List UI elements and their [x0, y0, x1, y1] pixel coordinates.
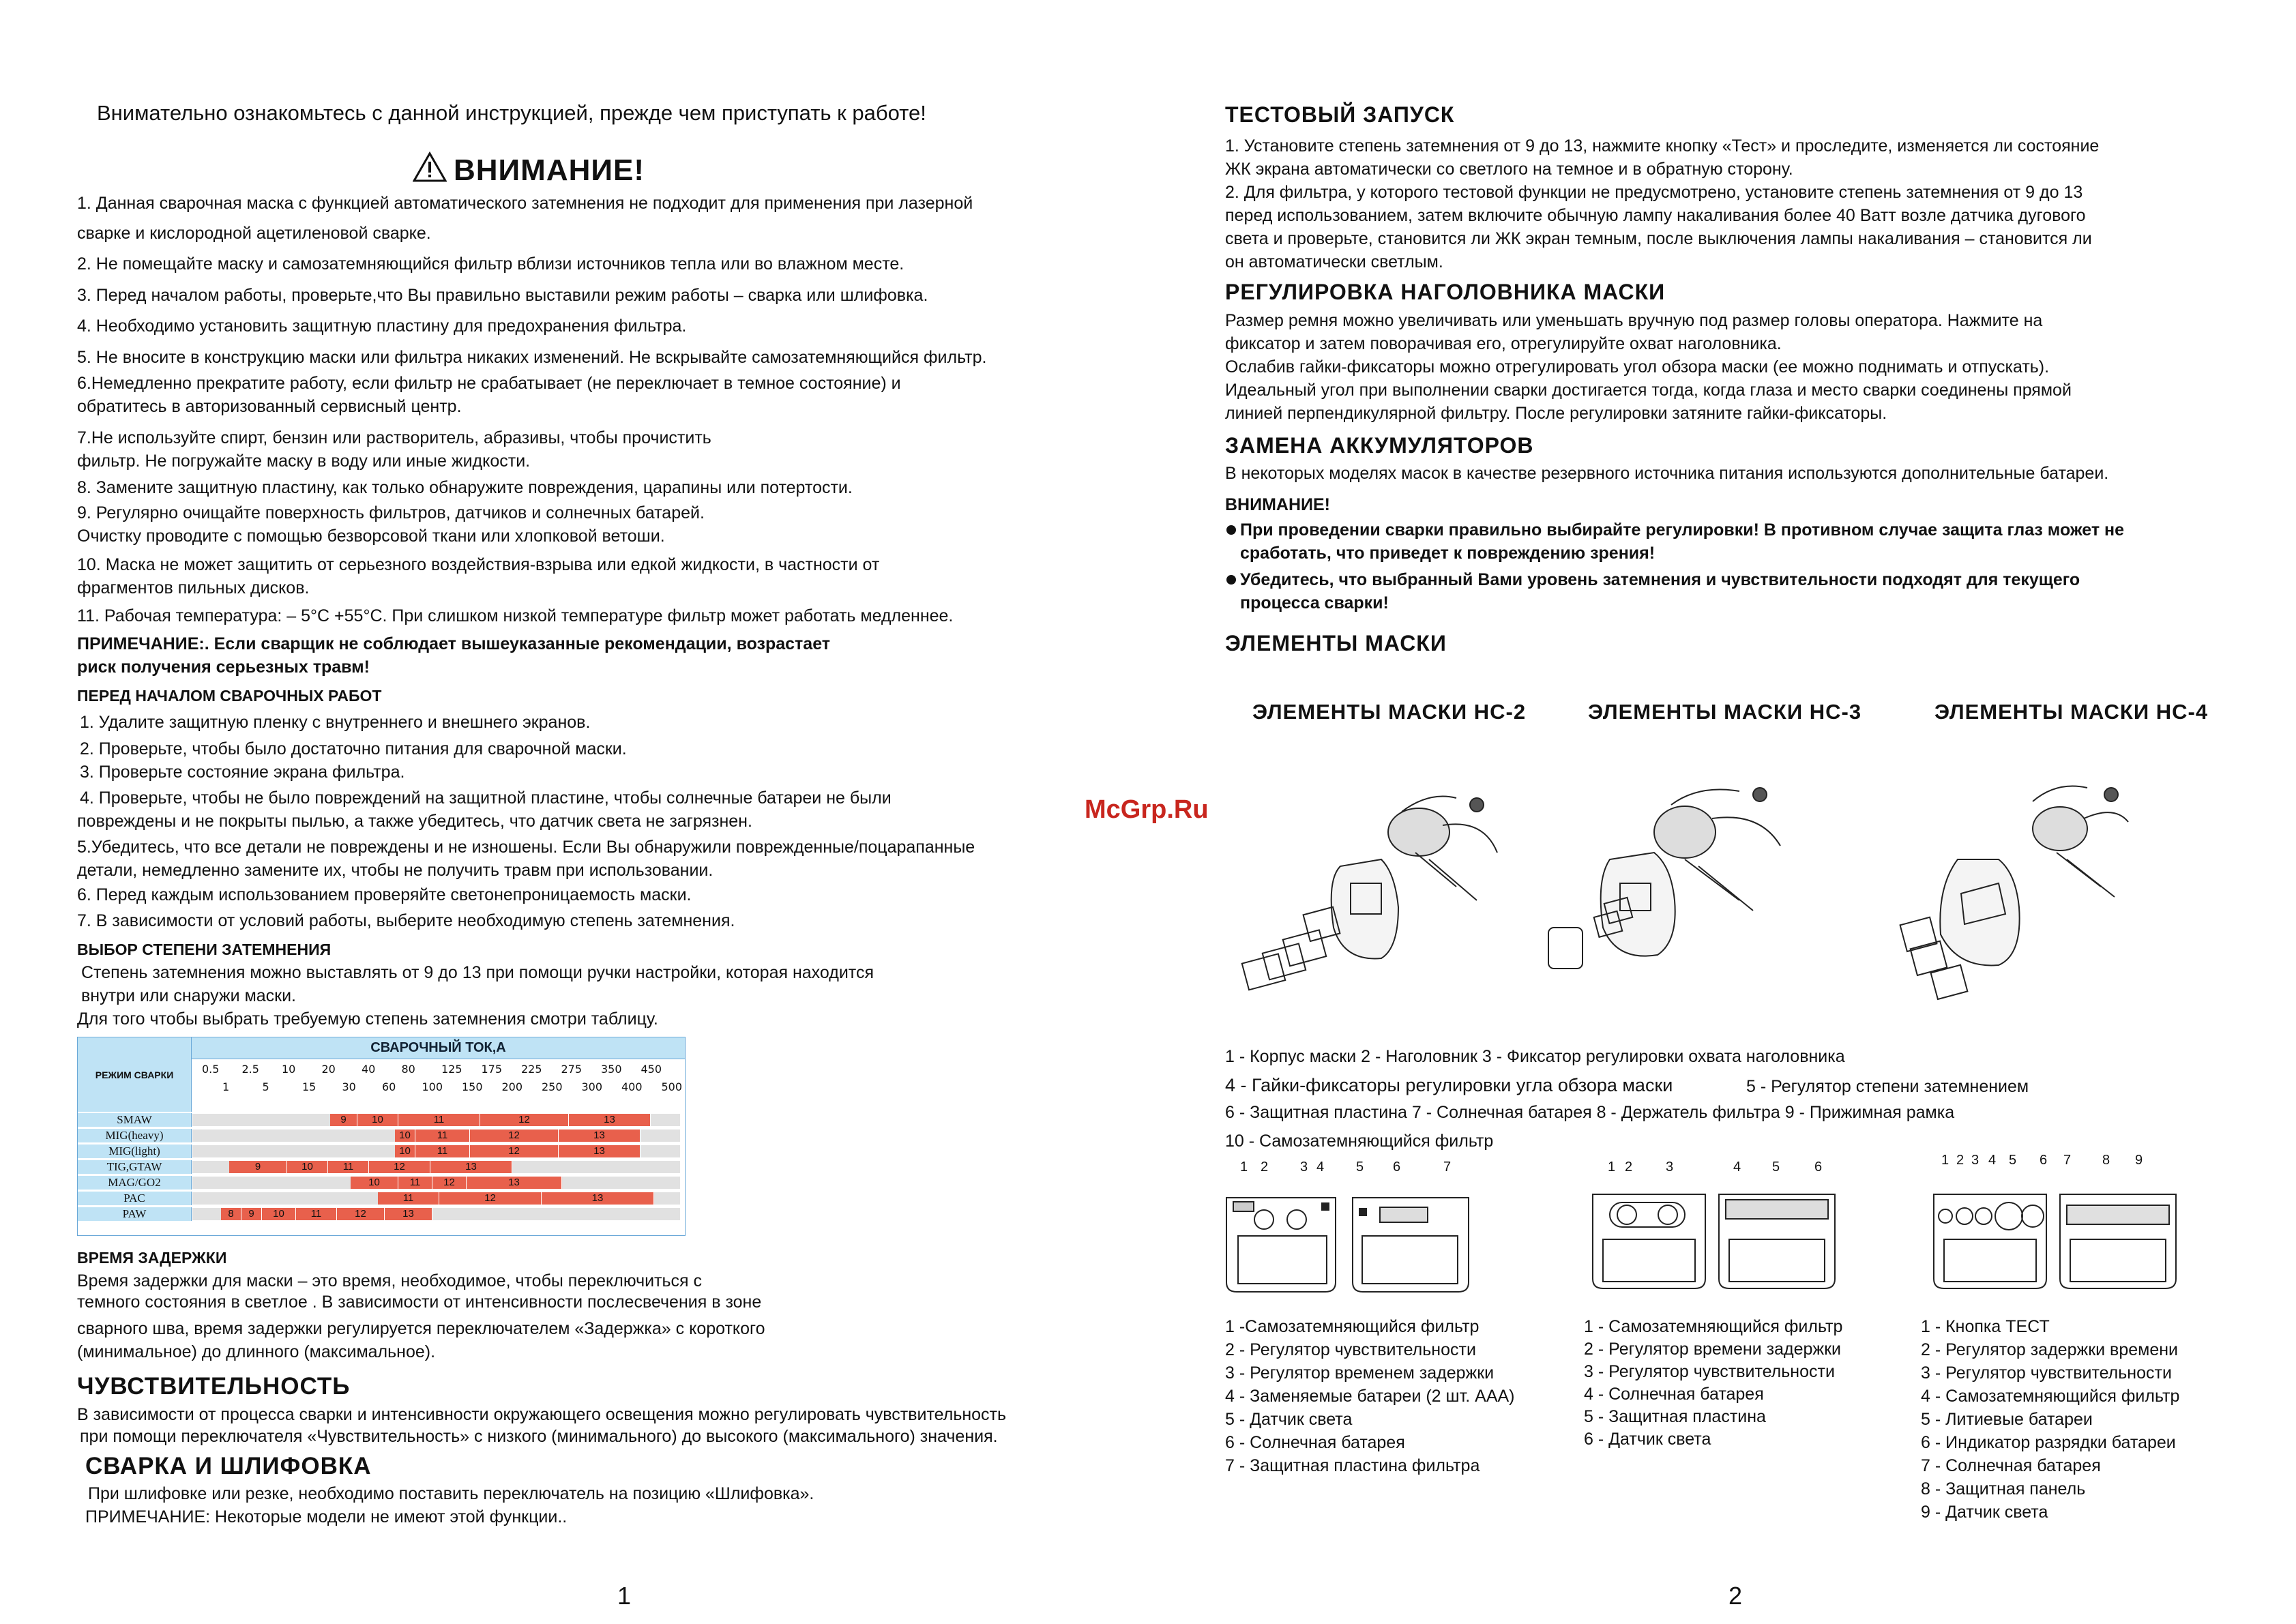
parts-list-item: 4 - Заменяемые батареи (2 шт. ААА)	[1225, 1387, 1515, 1406]
tick-label: 125	[441, 1063, 462, 1076]
part-number: 4	[1988, 1153, 1997, 1168]
before-line: 1. Удалите защитную пленку с внутреннего и внешнего экранов.	[80, 713, 591, 732]
shade-cell: 10	[351, 1177, 398, 1189]
test-line: он автоматически светлым.	[1225, 252, 1443, 271]
headgear-line: Идеальный угол при выполнении сварки достигается тогда, когда глаза и место сварки соединены прямой	[1225, 381, 2072, 400]
table-row	[78, 1129, 685, 1142]
parts-list-item: 3 - Регулятор чувствительности	[1921, 1363, 2172, 1383]
parts-list-item: 7 - Защитная пластина фильтра	[1225, 1456, 1480, 1475]
shade-cell: 12	[439, 1192, 542, 1205]
shade-line: Для того чтобы выбрать требуемую степень затемнения смотри таблицу.	[77, 1009, 658, 1029]
parts-list-item: 1 - Кнопка ТЕСТ	[1921, 1317, 2050, 1336]
shade-cell: 13	[467, 1177, 562, 1189]
model-hc2-title: ЭЛЕМЕНТЫ МАСКИ HC-2	[1252, 700, 1527, 724]
grinding-line: ПРИМЕЧАНИЕ: Некоторые модели не имеют этой функции..	[85, 1507, 568, 1526]
tick-label: 2.5	[241, 1063, 259, 1076]
part-number: 5	[2009, 1153, 2017, 1168]
watermark: McGrp.Ru	[1085, 795, 1209, 824]
sensitivity-line: В зависимости от процесса сварки и интенсивности окружающего освещения можно регулировать чувствительность	[77, 1405, 1007, 1424]
tick-label: 5	[262, 1080, 269, 1093]
part-number: 2	[1956, 1153, 1964, 1168]
part-number: 5	[1356, 1160, 1364, 1175]
warning-line: 1. Данная сварочная маска с функцией автоматического затемнения не подходит для применения при лазерной	[77, 194, 973, 213]
table-mode-header: РЕЖИМ СВАРКИ	[78, 1037, 192, 1112]
parts-list-item: 6 - Индикатор разрядки батареи	[1921, 1433, 2176, 1452]
shade-title: ВЫБОР СТЕПЕНИ ЗАТЕМНЕНИЯ	[77, 941, 332, 958]
warning-line: 5. Не вносите в конструкцию маски или фильтра никаких изменений. Не вскрывайте самозатемняющийся фильтр.	[77, 348, 987, 367]
part-number: 3	[1300, 1160, 1308, 1175]
table-row	[78, 1145, 685, 1158]
parts-list-item: 6 - Солнечная батарея	[1225, 1433, 1405, 1452]
hc3-filter-diagram	[1589, 1190, 1838, 1296]
test-line: света и проверьте, становится ли ЖК экран темным, после выключения лампы накаливания – становится ли	[1225, 229, 2092, 248]
tick-label: 1	[222, 1080, 230, 1093]
shade-cell: 9	[229, 1161, 287, 1173]
attention-line: сработать, что приведет к повреждению зрения!	[1240, 544, 1655, 563]
part-number: 6	[1393, 1160, 1401, 1175]
table-row	[78, 1192, 685, 1205]
sensitivity-line: при помощи переключателя «Чувствительность» с низкого (минимального) до высокого (максимального) значения.	[80, 1427, 998, 1446]
before-line: повреждены и не покрыты пылью, а также убедитесь, что датчик света не загрязнен.	[77, 812, 752, 831]
parts-list-item: 1 - Самозатемняющийся фильтр	[1584, 1317, 1843, 1336]
parts-list-item: 3 - Регулятор временем задержки	[1225, 1363, 1495, 1383]
test-line: ЖК экрана автоматически со светлого на темное и в обратную сторону.	[1225, 160, 1793, 179]
headgear-title: РЕГУЛИРОВКА НАГОЛОВНИКА МАСКИ	[1225, 280, 1666, 304]
before-line: 6. Перед каждым использованием проверяйте светонепроницаемость маски.	[77, 885, 692, 904]
test-line: 2. Для фильтра, у которого тестовой функции не предусмотрено, установите степень затемнения от 9 до 13	[1225, 183, 2083, 202]
tick-label: 500	[661, 1080, 683, 1093]
headgear-line: фиксатор и затем поворачивая его, отрегулируйте охват наголовника.	[1225, 334, 1782, 353]
shade-cell: 13	[559, 1130, 641, 1142]
tick-label: 450	[641, 1063, 662, 1076]
parts-list-item: 5 - Защитная пластина	[1584, 1407, 1766, 1426]
parts-list-item: 5 - Литиевые батареи	[1921, 1410, 2093, 1429]
row-mode-label: PAW	[78, 1207, 192, 1221]
delay-line: Время задержки для маски – это время, необходимое, чтобы переключиться с	[77, 1271, 703, 1290]
attention-line: При проведении сварки правильно выбирайте регулировки! В противном случае защита глаз может не	[1240, 520, 2125, 540]
warning-line: 9. Регулярно очищайте поверхность фильтров, датчиков и солнечных батарей.	[77, 503, 705, 522]
tick-label: 10	[282, 1063, 296, 1076]
parts-list-item: 2 - Регулятор времени задержки	[1584, 1340, 1842, 1359]
shade-cell: 11	[415, 1145, 470, 1157]
attention-line: Убедитесь, что выбранный Вами уровень затемнения и чувствительности подходят для текущего	[1240, 570, 2080, 589]
before-line: 4. Проверьте, чтобы не было повреждений на защитной пластине, чтобы солнечные батареи не были	[80, 788, 892, 808]
tick-label: 225	[521, 1063, 542, 1076]
part-number: 4	[1733, 1160, 1741, 1175]
shade-cell: 10	[357, 1114, 398, 1126]
warning-line: 7.Не используйте спирт, бензин или растворитель, абразивы, чтобы прочистить	[77, 428, 711, 447]
shade-cell: 13	[559, 1145, 641, 1157]
legend-line: 10 - Самозатемняющийся фильтр	[1225, 1132, 1494, 1151]
tick-label: 150	[462, 1080, 483, 1093]
warning-line: 3. Перед началом работы, проверьте,что Вы правильно выставили режим работы – сварка или шлифовка.	[77, 286, 928, 305]
note-line: ПРИМЕЧАНИЕ:. Если сварщик не соблюдает вышеуказанные рекомендации, возрастает	[77, 634, 831, 653]
part-number: 2	[1625, 1160, 1633, 1175]
page-number: 2	[1728, 1582, 1743, 1610]
warning-line: 11. Рабочая температура: – 5°C +55°C. При слишком низкой температуре фильтр может работать медленнее.	[77, 606, 954, 625]
part-number: 5	[1772, 1160, 1780, 1175]
shade-cell: 13	[542, 1192, 654, 1205]
table-row	[78, 1207, 685, 1221]
shade-cell: 12	[369, 1161, 430, 1173]
warning-line: 4. Необходимо установить защитную пластину для предохранения фильтра.	[77, 316, 687, 336]
legend-line: 6 - Защитная пластина 7 - Солнечная батарея 8 - Держатель фильтра 9 - Прижимная рамка	[1225, 1103, 1955, 1122]
part-number: 3	[1971, 1153, 1979, 1168]
warning-line: 8. Замените защитную пластину, как только обнаружите повреждения, царапины или потертости.	[77, 478, 853, 497]
warning-line: фильтр. Не погружайте маску в воду или иные жидкости.	[77, 452, 531, 471]
page-number: 1	[617, 1582, 632, 1610]
part-number: 6	[2040, 1153, 2048, 1168]
table-row	[78, 1176, 685, 1190]
shade-cell: 12	[337, 1208, 385, 1220]
tick-label: 400	[621, 1080, 643, 1093]
warning-title: ВНИМАНИЕ!	[454, 153, 645, 187]
shade-cell: 10	[262, 1208, 296, 1220]
tick-label: 200	[501, 1080, 523, 1093]
test-title: ТЕСТОВЫЙ ЗАПУСК	[1225, 102, 1455, 127]
before-line: 7. В зависимости от условий работы, выберите необходимую степень затемнения.	[77, 911, 735, 930]
bullet-icon	[1226, 525, 1236, 535]
headgear-line: Ослабив гайки-фиксаторы можно отрегулировать угол обзора маски (ее можно поднимать и отпускать).	[1225, 357, 2050, 377]
hc2-filter-diagram	[1223, 1194, 1472, 1299]
delay-title: ВРЕМЯ ЗАДЕРЖКИ	[77, 1249, 227, 1267]
before-line: 5.Убедитесь, что все детали не повреждены и не изношены. Если Вы обнаружили поврежденные/поцарапанные	[77, 838, 975, 857]
shade-cell: 12	[470, 1145, 559, 1157]
tick-label: 0.5	[202, 1063, 220, 1076]
tick-label: 300	[581, 1080, 603, 1093]
note-line: риск получения серьезных травм!	[77, 658, 370, 677]
row-mode-label: MIG(light)	[78, 1145, 192, 1158]
part-number: 1	[1941, 1153, 1949, 1168]
part-number: 4	[1316, 1160, 1325, 1175]
grinding-title: СВАРКА И ШЛИФОВКА	[85, 1453, 372, 1479]
tick-label: 20	[321, 1063, 336, 1076]
row-mode-label: PAC	[78, 1192, 192, 1205]
shade-cell: 11	[296, 1208, 337, 1220]
tick-label: 30	[342, 1080, 356, 1093]
legend-line: 5 - Регулятор степени затемнением	[1746, 1077, 2029, 1096]
tick-label: 275	[561, 1063, 583, 1076]
tick-label: 80	[401, 1063, 415, 1076]
shade-cell: 13	[430, 1161, 512, 1173]
model-hc4-title: ЭЛЕМЕНТЫ МАСКИ HC-4	[1934, 700, 2209, 724]
warning-line: Очистку проводите с помощью безворсовой ткани или хлопковой ветоши.	[77, 527, 665, 546]
tick-label: 175	[481, 1063, 503, 1076]
shade-cell: 13	[569, 1114, 651, 1126]
shade-cell: 10	[395, 1130, 415, 1142]
delay-line: сварного шва, время задержки регулируется переключателем «Задержка» с короткого	[77, 1319, 765, 1338]
warning-line: фрагментов пильных дисков.	[77, 578, 310, 597]
parts-list-item: 6 - Датчик света	[1584, 1430, 1711, 1449]
warning-triangle-icon	[413, 151, 447, 186]
part-number: 9	[2135, 1153, 2143, 1168]
shade-cell: 12	[470, 1130, 559, 1142]
grinding-line: При шлифовке или резке, необходимо поставить переключатель на позицию «Шлифовка».	[88, 1484, 814, 1503]
table-row	[78, 1113, 685, 1127]
row-mode-label: TIG,GTAW	[78, 1160, 192, 1174]
shade-cell: 10	[395, 1145, 415, 1157]
battery-line: В некоторых моделях масок в качестве резервного источника питания используются дополнительные батареи.	[1225, 464, 2109, 483]
warning-line: обратитесь в авторизованный сервисный центр.	[77, 397, 462, 416]
battery-title: ЗАМЕНА АККУМУЛЯТОРОВ	[1225, 433, 1534, 458]
intro-text: Внимательно ознакомьтесь с данной инструкцией, прежде чем приступать к работе!	[97, 101, 926, 125]
row-mode-label: SMAW	[78, 1113, 192, 1127]
part-number: 1	[1240, 1160, 1248, 1175]
parts-list-item: 8 - Защитная панель	[1921, 1479, 2086, 1498]
shade-cell: 9	[241, 1208, 262, 1220]
shade-line: Степень затемнения можно выставлять от 9 до 13 при помощи ручки настройки, которая находится	[81, 963, 874, 982]
shade-cell: 10	[287, 1161, 328, 1173]
table-current-header: СВАРОЧНЫЙ ТОК,А	[192, 1037, 685, 1059]
tick-label: 250	[542, 1080, 563, 1093]
delay-line: темного состояния в светлое . В зависимости от интенсивности послесвечения в зоне	[77, 1293, 762, 1312]
shade-cell: 11	[328, 1161, 369, 1173]
shade-cell: 12	[432, 1177, 467, 1189]
parts-list-item: 4 - Самозатемняющийся фильтр	[1921, 1387, 2180, 1406]
model-hc3-title: ЭЛЕМЕНТЫ МАСКИ HC-3	[1588, 700, 1862, 724]
warning-line: 6.Немедленно прекратите работу, если фильтр не срабатывает (не переключает в темное состояние) и	[77, 374, 901, 393]
part-number: 2	[1261, 1160, 1269, 1175]
parts-list-item: 2 - Регулятор чувствительности	[1225, 1340, 1476, 1359]
hc4-exploded-diagram	[1883, 764, 2169, 1033]
shade-cell: 13	[385, 1208, 432, 1220]
shade-line: внутри или снаружи маски.	[81, 986, 297, 1005]
shade-table	[77, 1037, 686, 1236]
tick-label: 60	[382, 1080, 396, 1093]
before-title: ПЕРЕД НАЧАЛОМ СВАРОЧНЫХ РАБОТ	[77, 687, 382, 705]
legend-line: 4 - Гайки-фиксаторы регулировки угла обзора маски	[1225, 1075, 1673, 1095]
hc4-filter-diagram	[1930, 1190, 2179, 1296]
attention-title: ВНИМАНИЕ!	[1225, 495, 1330, 514]
warning-line: 10. Маска не может защитить от серьезного воздействия-взрыва или едкой жидкости, в частности от	[77, 555, 880, 574]
part-number: 6	[1814, 1160, 1823, 1175]
warning-line: 2. Не помещайте маску и самозатемняющийся фильтр вблизи источников тепла или во влажном месте.	[77, 254, 904, 274]
shade-cell: 8	[221, 1208, 241, 1220]
hc3-exploded-diagram	[1535, 764, 1849, 1027]
hc2-exploded-diagram	[1224, 778, 1538, 1027]
part-number: 8	[2102, 1153, 2110, 1168]
test-line: перед использованием, затем включите обычную лампу накаливания более 40 Ватт возле датчика дугового	[1225, 206, 2086, 225]
parts-list-item: 9 - Датчик света	[1921, 1503, 2048, 1522]
warning-line: сварке и кислородной ацетиленовой сварке.	[77, 224, 431, 243]
legend-line: 1 - Корпус маски 2 - Наголовник 3 - Фиксатор регулировки охвата наголовника	[1225, 1047, 1845, 1066]
bullet-icon	[1226, 575, 1236, 585]
delay-line: (минимальное) до длинного (максимальное).	[77, 1342, 436, 1361]
row-mode-label: MAG/GO2	[78, 1176, 192, 1190]
shade-cell: 9	[330, 1114, 357, 1126]
parts-list-item: 2 - Регулятор задержки времени	[1921, 1340, 2179, 1359]
part-number: 3	[1666, 1160, 1674, 1175]
elements-title: ЭЛЕМЕНТЫ МАСКИ	[1225, 631, 1447, 655]
parts-list-item: 4 - Солнечная батарея	[1584, 1385, 1764, 1404]
part-number: 7	[1443, 1160, 1452, 1175]
shade-cell: 11	[378, 1192, 439, 1205]
headgear-line: линией перпендикулярной фильтру. После регулировки затяните гайки-фиксаторы.	[1225, 404, 1887, 423]
attention-line: процесса сварки!	[1240, 593, 1389, 612]
parts-list-item: 1 -Самозатемняющийся фильтр	[1225, 1317, 1480, 1336]
headgear-line: Размер ремня можно увеличивать или уменьшать вручную под размер головы оператора. Нажмите на	[1225, 311, 2043, 330]
parts-list-item: 7 - Солнечная батарея	[1921, 1456, 2101, 1475]
tick-label: 40	[362, 1063, 376, 1076]
before-line: 3. Проверьте состояние экрана фильтра.	[80, 763, 405, 782]
parts-list-item: 5 - Датчик света	[1225, 1410, 1353, 1429]
tick-label: 350	[601, 1063, 622, 1076]
before-line: 2. Проверьте, чтобы было достаточно питания для сварочной маски.	[80, 739, 627, 758]
row-mode-label: MIG(heavy)	[78, 1129, 192, 1142]
shade-cell: 12	[480, 1114, 569, 1126]
shade-cell: 11	[398, 1114, 480, 1126]
parts-list-item: 3 - Регулятор чувствительности	[1584, 1362, 1835, 1381]
sensitivity-title: ЧУВСТВИТЕЛЬНОСТЬ	[77, 1373, 351, 1400]
part-number: 7	[2063, 1153, 2072, 1168]
before-line: детали, немедленно замените их, чтобы не получить травм при использовании.	[77, 861, 713, 880]
shade-cell: 11	[415, 1130, 470, 1142]
shade-cell: 11	[398, 1177, 432, 1189]
tick-label: 15	[302, 1080, 317, 1093]
test-line: 1. Установите степень затемнения от 9 до 13, нажмите кнопку «Тест» и проследите, изменяется ли состояние	[1225, 136, 2100, 156]
tick-label: 100	[422, 1080, 443, 1093]
table-row	[78, 1160, 685, 1174]
part-number: 1	[1608, 1160, 1616, 1175]
